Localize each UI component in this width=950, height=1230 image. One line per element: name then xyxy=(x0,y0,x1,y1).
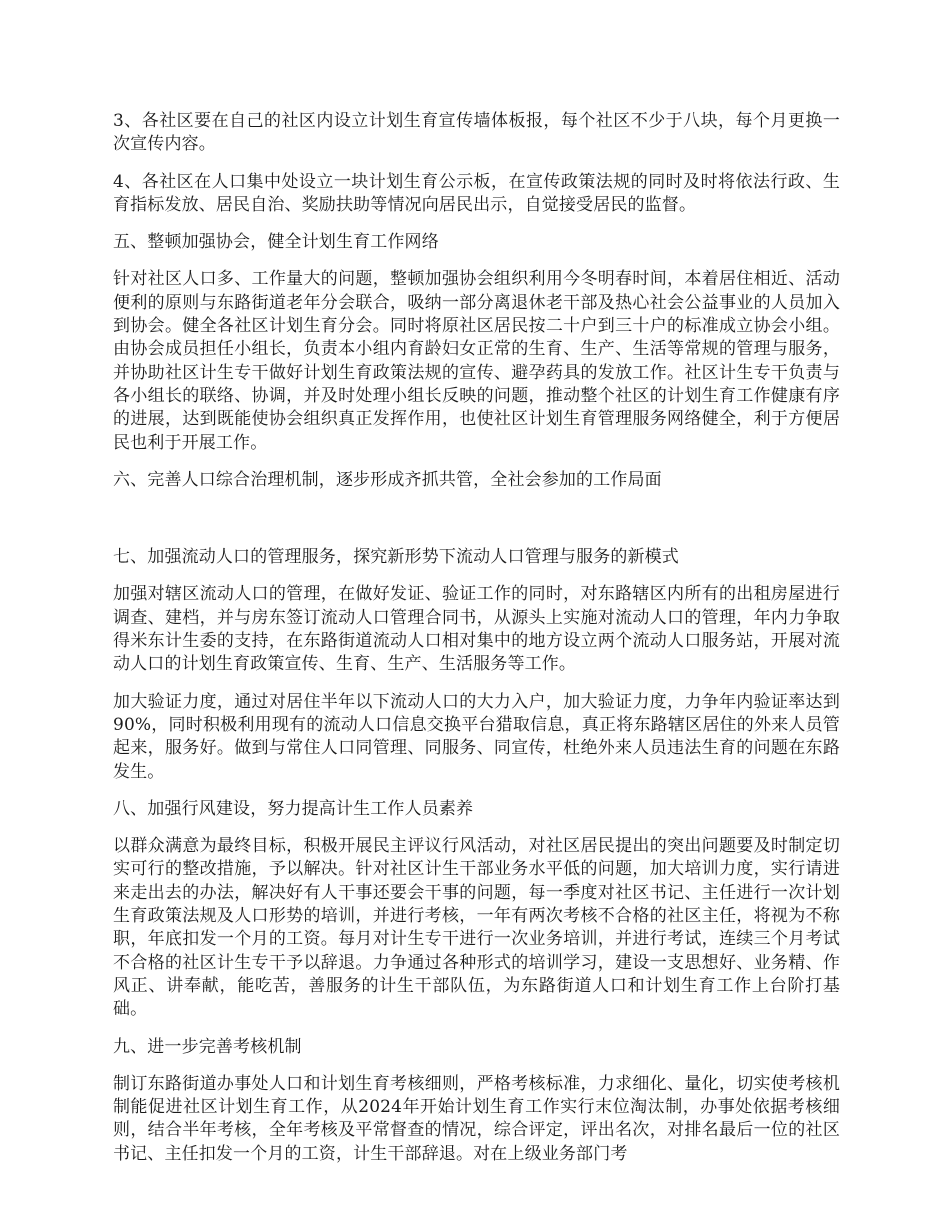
paragraph-conduct: 以群众满意为最终目标，积极开展民主评议行风活动，对社区居民提出的突出问题要及时制定切实可行的整改措施，予以解决。针对社区计生干部业务水平低的问题，加大培训力度，实行请进来走出去的办法，解决好有人干事还要会干事的问题，每一季度对社区书记、主任进行一次计划生育政策法规及人口形势的培训，并进行考核，一年有两次考核不合格的社区主任，将视为不称职，年底扣发一个月的工资。每月对计生专干进行一次业务培训，并进行考试，连续三个月考试不合格的社区计生专干予以辞退。力争通过各种形式的培训学习，建设一支思想好、业务精、作风正、讲奉献，能吃苦，善服务的计生干部队伍，为东路街道人口和计划生育工作上台阶打基础。 xyxy=(113,836,840,1020)
paragraph-association: 针对社区人口多、工作量大的问题，整顿加强协会组织利用今冬明春时间，本着居住相近、活动便利的原则与东路街道老年分会联合，吸纳一部分离退休老干部及热心社会公益事业的人员加入到协会。健全各社区计划生育分会。同时将原社区居民按二十户到三十户的标准成立协会小组。由协会成员担任小组长，负责本小组内育龄妇女正常的生育、生产、生活等常规的管理与服务，并协助社区计生专干做好计划生育政策法规的宣传、避孕药具的发放工作。社区计生专干负责与各小组长的联络、协调，并及时处理小组长反映的问题，推动整个社区的计划生育工作健康有序的进展，达到既能使协会组织真正发挥作用，也使社区计划生育管理服务网络健全，利于方便居民也利于开展工作。 xyxy=(113,269,840,453)
blank-spacer xyxy=(113,506,840,546)
paragraph-floating-population: 加强对辖区流动人口的管理，在做好发证、验证工作的同时，对东路辖区内所有的出租房屋进行调查、建档，并与房东签订流动人口管理合同书，从源头上实施对流动人口的管理，年内力争取得米东计生委的支持，在东路街道流动人口相对集中的地方设立两个流动人口服务站，开展对流动人口的计划生育政策宣传、生育、生产、生活服务等工作。 xyxy=(113,584,840,675)
paragraph-item-4: 4、各社区在人口集中处设立一块计划生育公示板，在宣传政策法规的同时及时将依法行政、生育指标发放、居民自治、奖励扶助等情况向居民出示，自觉接受居民的监督。 xyxy=(113,171,840,215)
section-heading-8: 八、加强行风建设，努力提高计生工作人员素养 xyxy=(113,798,474,819)
section-heading-7: 七、加强流动人口的管理服务，探究新形势下流动人口管理与服务的新模式 xyxy=(113,547,679,568)
paragraph-assessment: 制订东路街道办事处人口和计划生育考核细则，严格考核标准，力求细化、量化，切实使考核机制能促进社区计划生育工作，从2024年开始计划生育工作实行末位淘汰制，办事处依据考核细则，结合半年考核，全年考核及平常督查的情况，综合评定，评出名次，对排名最后一位的社区书记、主任扣发一个月的工资，计生干部辞退。对在上级业务部门考 xyxy=(113,1073,840,1164)
section-heading-6: 六、完善人口综合治理机制，逐步形成齐抓共管，全社会参加的工作局面 xyxy=(113,469,662,490)
section-heading-5: 五、整顿加强协会，健全计划生育工作网络 xyxy=(113,232,439,253)
paragraph-item-3: 3、各社区要在自己的社区内设立计划生育宣传墙体板报，每个社区不少于八块，每个月更换一次宣传内容。 xyxy=(113,111,840,155)
paragraph-verification: 加大验证力度，通过对居住半年以下流动人口的大力入户，加大验证力度，力争年内验证率达到90%，同时积极利用现有的流动人口信息交换平台猎取信息，真正将东路辖区居住的外来人员管起来，服务好。做到与常住人口同管理、同服务、同宣传，杜绝外来人员违法生育的问题在东路发生。 xyxy=(113,691,840,782)
section-heading-9: 九、进一步完善考核机制 xyxy=(113,1036,302,1057)
